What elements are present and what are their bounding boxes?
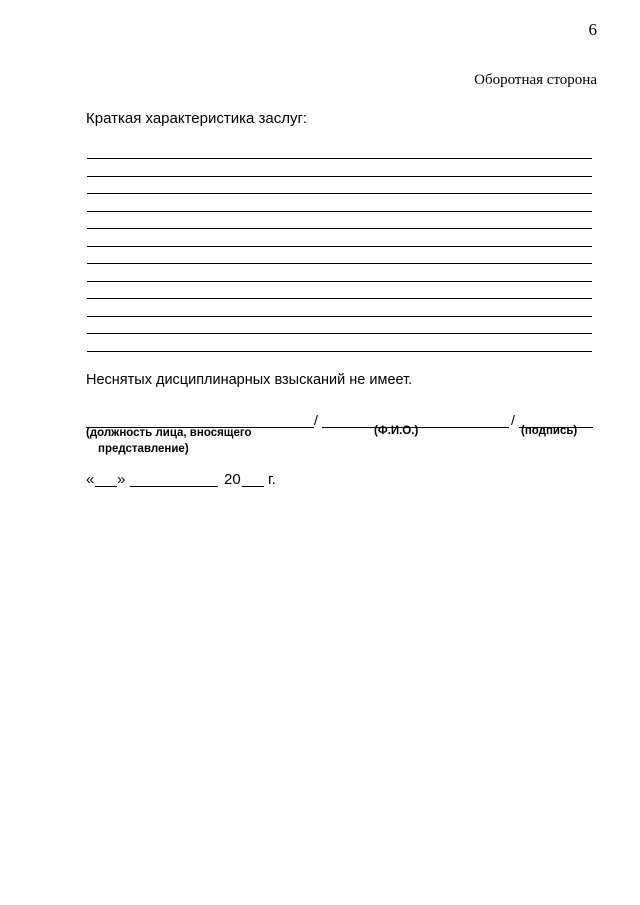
date-open-quote: « [86,471,95,488]
side-label: Оборотная сторона [474,72,597,88]
caption-position [86,425,276,457]
year-suffix: г. [268,471,276,488]
blank-line[interactable] [87,316,592,317]
disciplinary-statement: Неснятых дисциплинарных взысканий не имеет. [86,372,413,388]
blank-line[interactable] [87,281,592,282]
blank-line[interactable] [87,176,592,177]
blank-line[interactable] [87,263,592,264]
blank-lines-area[interactable] [87,158,592,368]
date-close-quote: » [117,471,126,488]
blank-line[interactable] [87,158,592,159]
blank-line[interactable] [87,333,592,334]
blank-line[interactable] [87,351,592,352]
month-field[interactable] [130,486,218,487]
separator-slash-2: / [511,412,515,428]
blank-line[interactable] [87,228,592,229]
blank-line[interactable] [87,211,592,212]
caption-position-line2: представление) [98,443,189,455]
section-heading: Краткая характеристика заслуг: [86,110,308,127]
blank-line[interactable] [87,246,592,247]
date-row [86,470,286,490]
page-number: 6 [588,20,597,39]
caption-fio: (Ф.И.О.) [374,425,419,437]
blank-line[interactable] [87,193,592,194]
separator-slash-1: / [314,412,318,428]
year-prefix: 20 [224,471,241,488]
year-field[interactable] [242,486,264,487]
caption-position-line1: (должность лица, вносящего [86,427,252,439]
day-field[interactable] [95,486,117,487]
caption-signature: (подпись) [521,425,578,437]
blank-line[interactable] [87,298,592,299]
